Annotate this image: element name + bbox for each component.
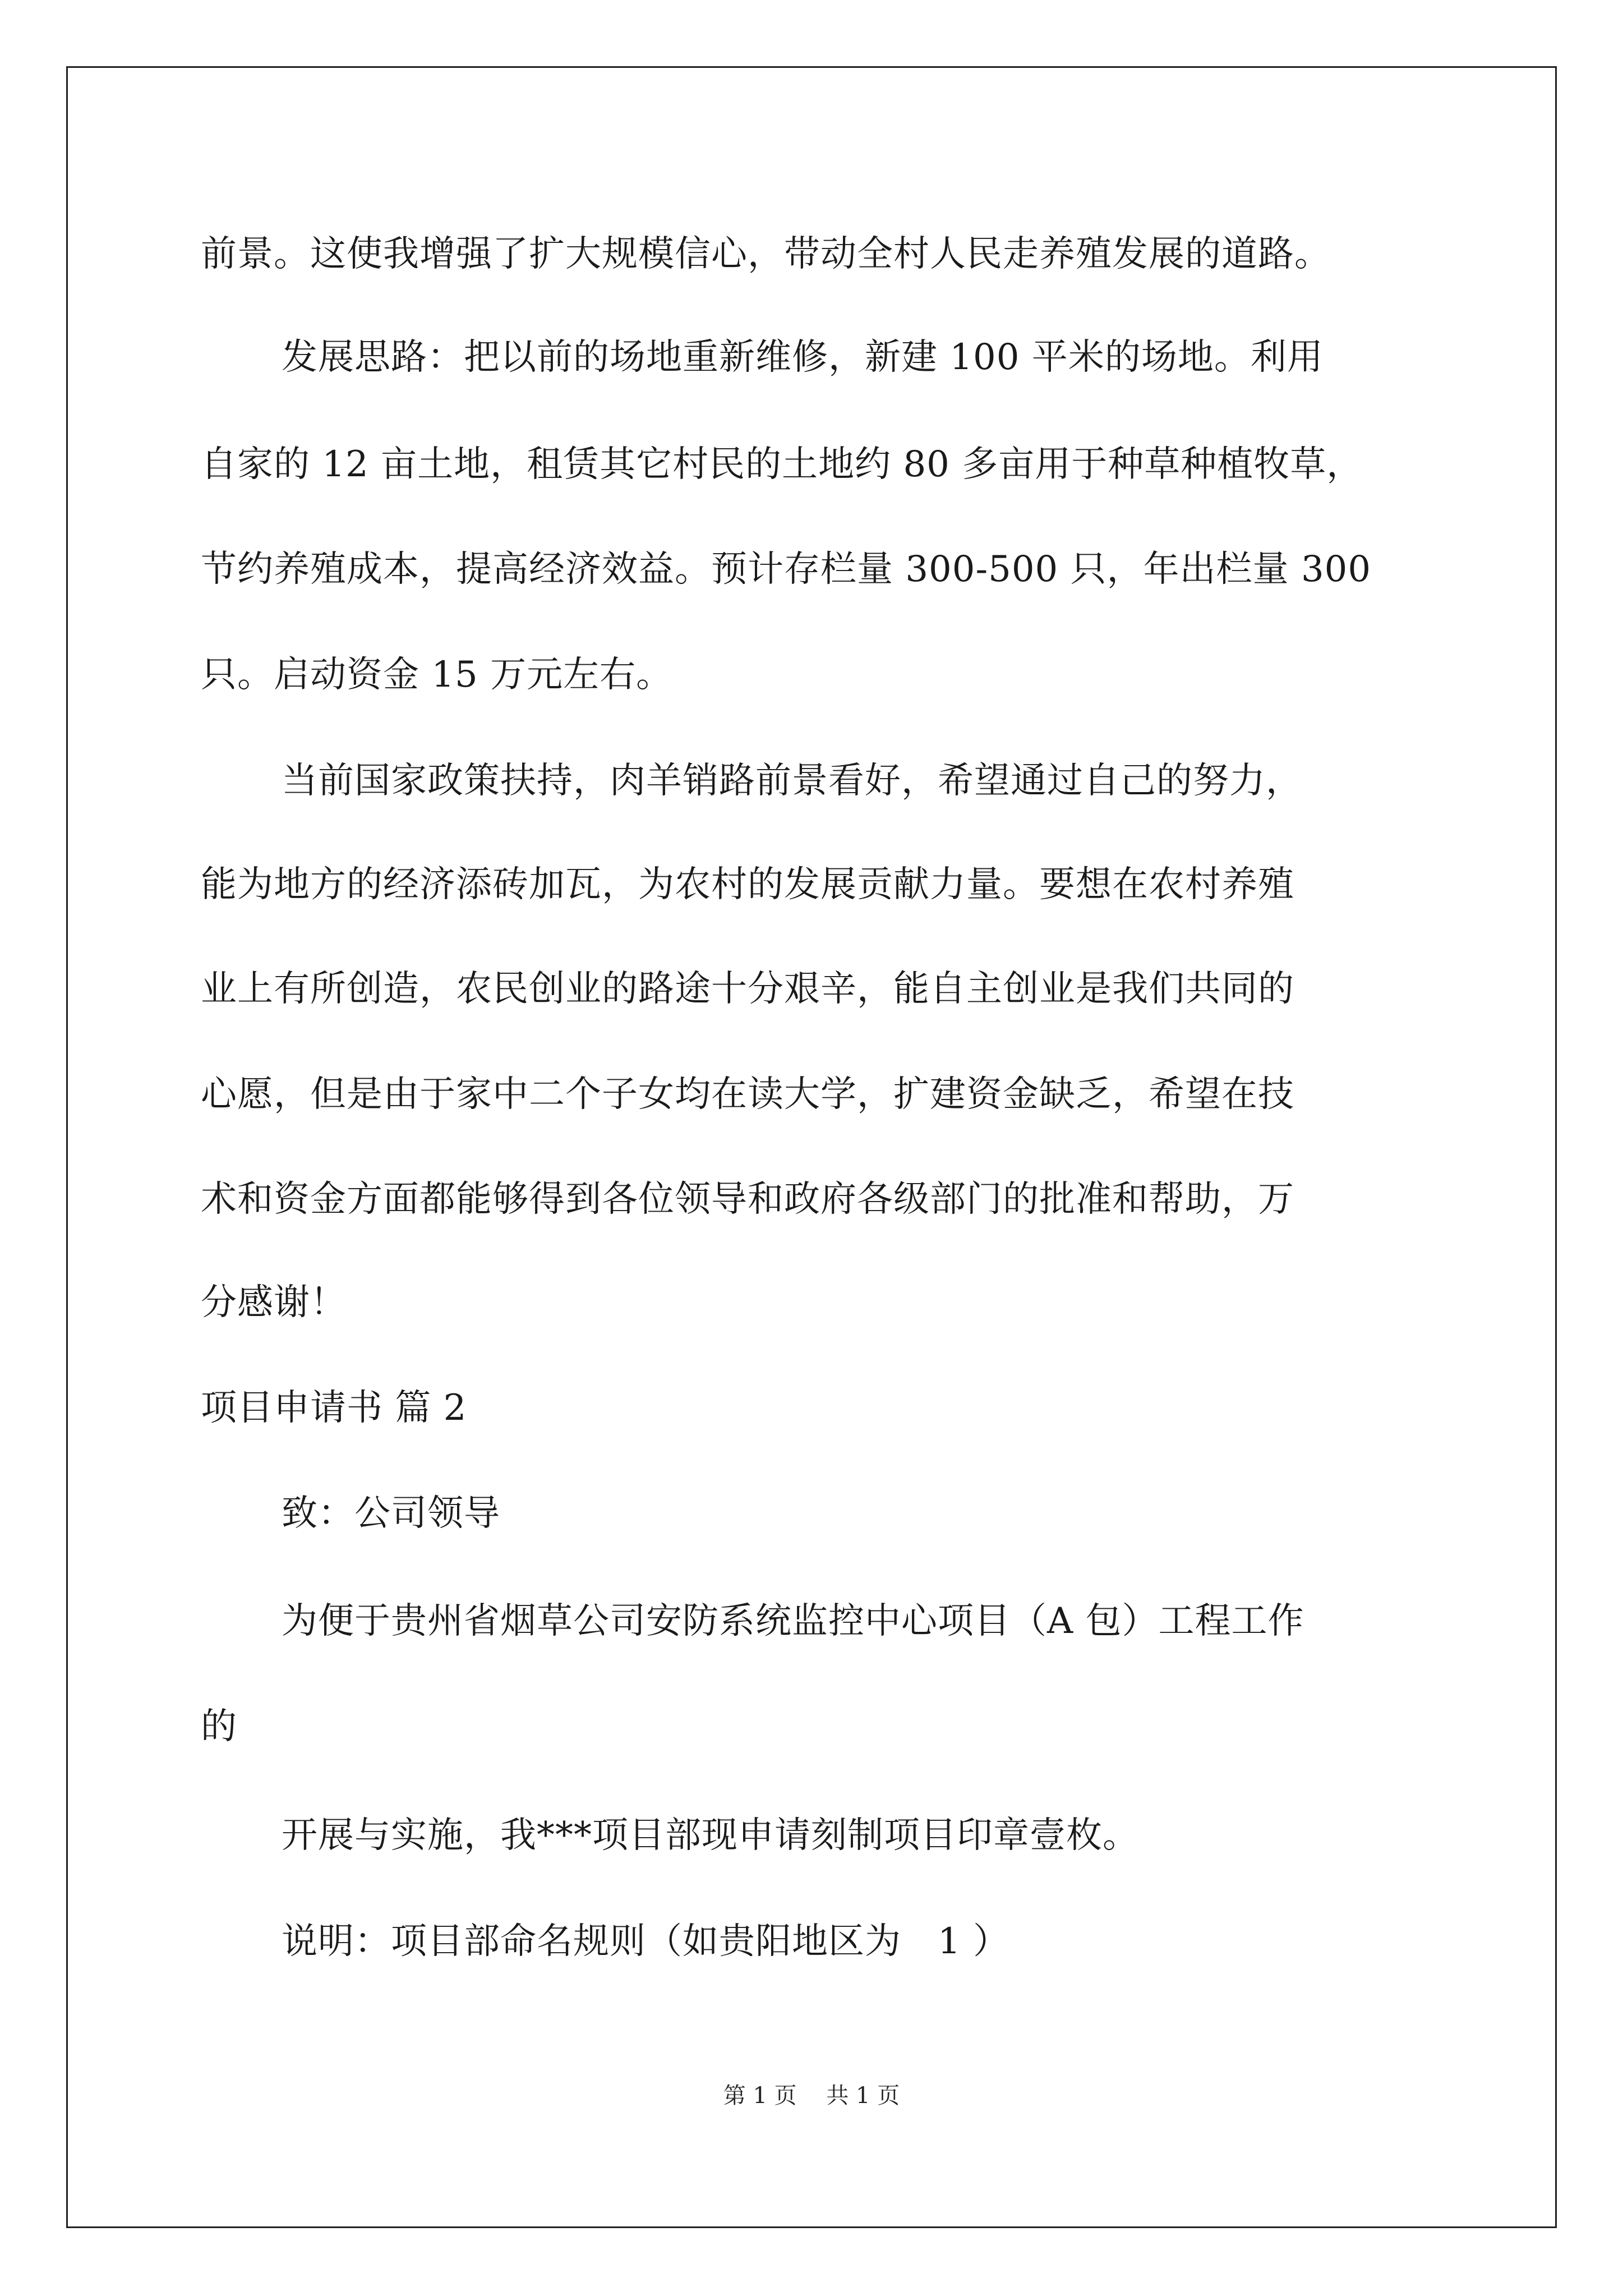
paragraph-line: 的 — [201, 1706, 237, 1747]
paragraph-line: 心愿，但是由于家中二个子女均在读大学，扩建资金缺乏，希望在技 — [201, 1074, 1294, 1115]
paragraph-line: 说明：项目部命名规则（如贵阳地区为 1 ） — [282, 1921, 1010, 1962]
paragraph-line: 业上有所创造，农民创业的路途十分艰辛，能自主创业是我们共同的 — [201, 968, 1294, 1010]
section-heading: 项目申请书 篇 2 — [201, 1387, 467, 1429]
paragraph-line: 节约养殖成本，提高经济效益。预计存栏量 300-500 只，年出栏量 300 — [201, 549, 1372, 590]
paragraph-line: 术和资金方面都能够得到各位领导和政府各级部门的批准和帮助，万 — [201, 1179, 1294, 1220]
paragraph-line: 分感谢！ — [201, 1282, 347, 1323]
paragraph-line: 当前国家政策扶持，肉羊销路前景看好，希望通过自己的努力， — [282, 760, 1302, 802]
paragraph-line: 只。启动资金 15 万元左右。 — [201, 654, 673, 696]
page-footer: 第 1 页 共 1 页 — [723, 2083, 900, 2109]
page-border — [66, 66, 1557, 2228]
paragraph-line: 前景。这使我增强了扩大规模信心，带动全村人民走养殖发展的道路。 — [201, 233, 1331, 275]
paragraph-line: 开展与实施，我***项目部现申请刻制项目印章壹枚。 — [282, 1815, 1139, 1856]
paragraph-line: 发展思路：把以前的场地重新维修，新建 100 平米的场地。利用 — [282, 337, 1324, 378]
paragraph-line: 自家的 12 亩土地，租赁其它村民的土地约 80 多亩用于种草种植牧草， — [201, 444, 1363, 485]
salutation-line: 致：公司领导 — [282, 1493, 500, 1534]
paragraph-line: 为便于贵州省烟草公司安防系统监控中心项目（A 包）工程工作 — [282, 1600, 1304, 1642]
paragraph-line: 能为地方的经济添砖加瓦，为农村的发展贡献力量。要想在农村养殖 — [201, 864, 1294, 905]
